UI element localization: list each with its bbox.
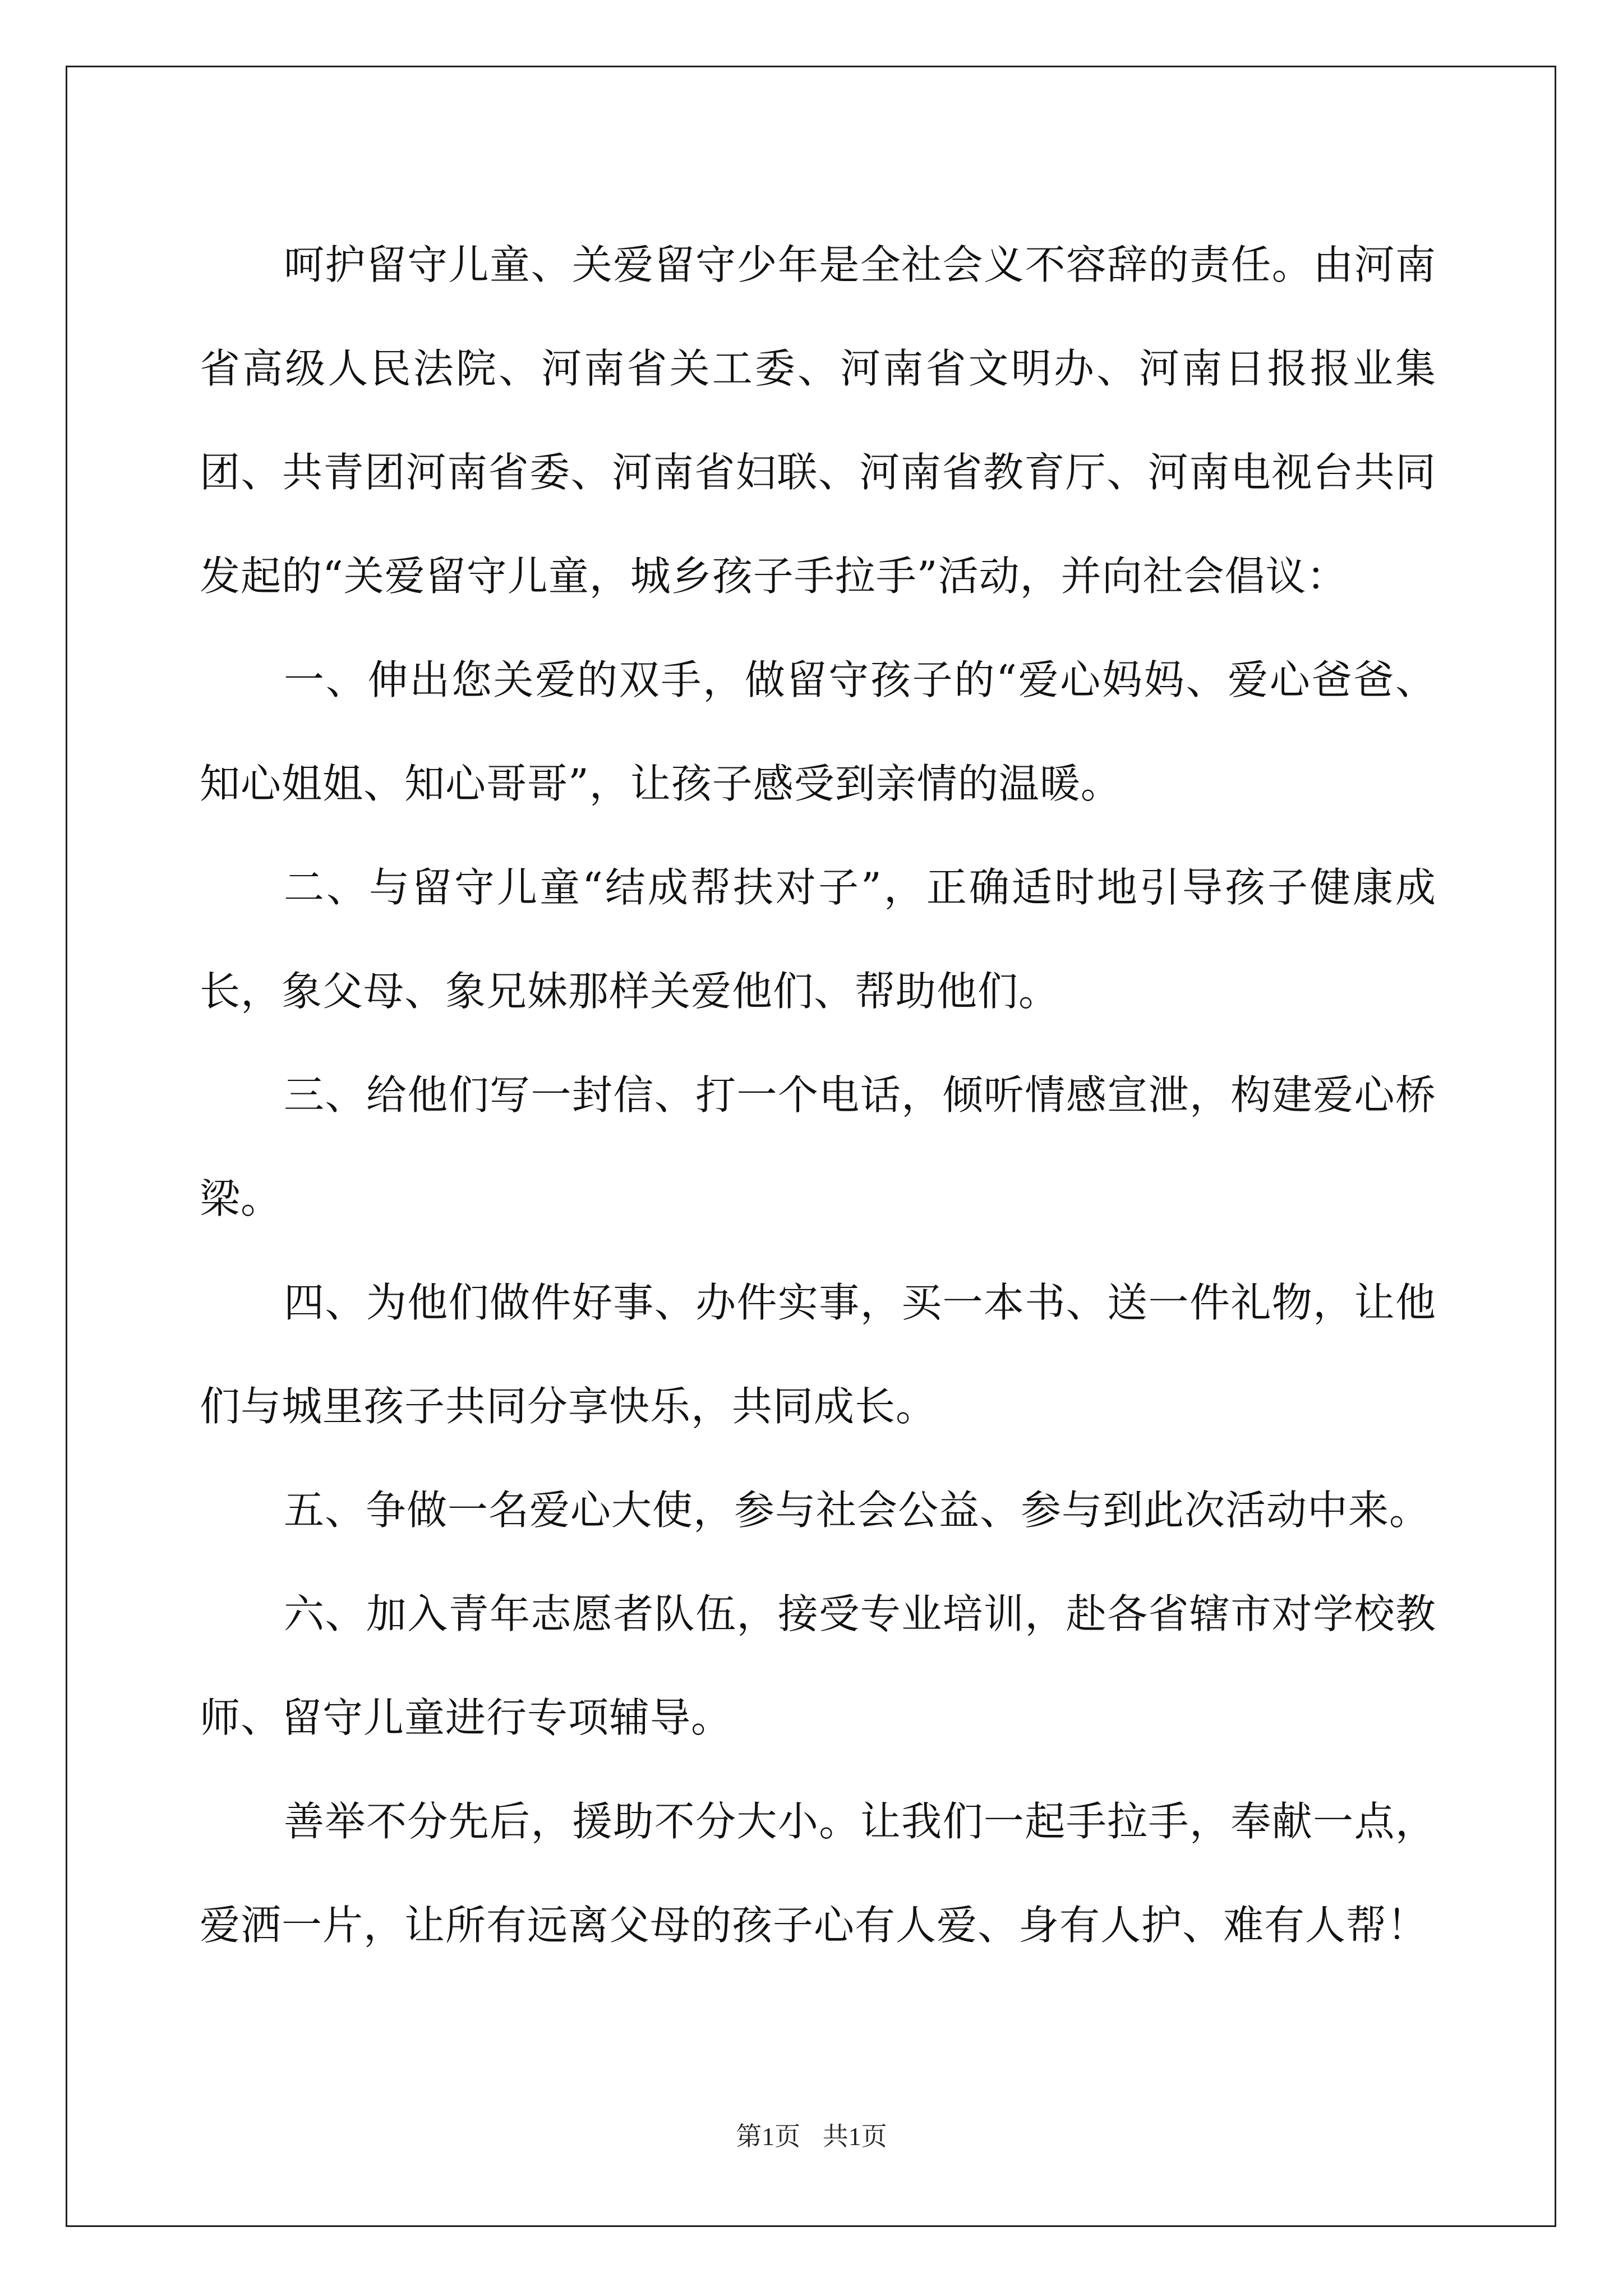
document-body <box>200 213 1436 1977</box>
page-footer <box>0 2116 1623 2153</box>
paragraph-item-2: 二、与留守儿童“结成帮扶对子”，正确适时地引导孩子健康成长，象父母、象兄妹那样关爱他们、帮助他们。 <box>200 864 1436 1015</box>
page-number-total: 共1页 <box>822 2122 887 2151</box>
paragraph-intro: 呵护留守儿童、关爱留守少年是全社会义不容辞的责任。由河南省高级人民法院、河南省关工委、河南省文明办、河南日报报业集团、共青团河南省委、河南省妇联、河南省教育厅、河南电视台共同发起的“关爱留守儿童，城乡孩子手拉手”活动，并向社会倡议： <box>200 241 1436 600</box>
paragraph-item-4: 四、为他们做件好事、办件实事，买一本书、送一件礼物，让他们与城里孩子共同分享快乐，共同成长。 <box>200 1279 1436 1430</box>
paragraph-item-5: 五、争做一名爱心大使，参与社会公益、参与到此次活动中来。 <box>284 1487 1431 1534</box>
paragraph-item-1: 一、伸出您关爱的双手，做留守孩子的“爱心妈妈、爱心爸爸、知心姐姐、知心哥哥”，让孩子感受到亲情的温暖。 <box>200 656 1436 807</box>
paragraph-item-3: 三、给他们写一封信、打一个电话，倾听情感宣泄，构建爱心桥梁。 <box>200 1071 1436 1222</box>
paragraph-closing: 善举不分先后，援助不分大小。让我们一起手拉手，奉献一点，爱洒一片，让所有远离父母的孩子心有人爱、身有人护、难有人帮！ <box>200 1798 1436 1949</box>
page-number-current: 第1页 <box>736 2122 801 2151</box>
paragraph-item-6: 六、加入青年志愿者队伍，接受专业培训，赴各省辖市对学校教师、留守儿童进行专项辅导。 <box>200 1590 1436 1741</box>
